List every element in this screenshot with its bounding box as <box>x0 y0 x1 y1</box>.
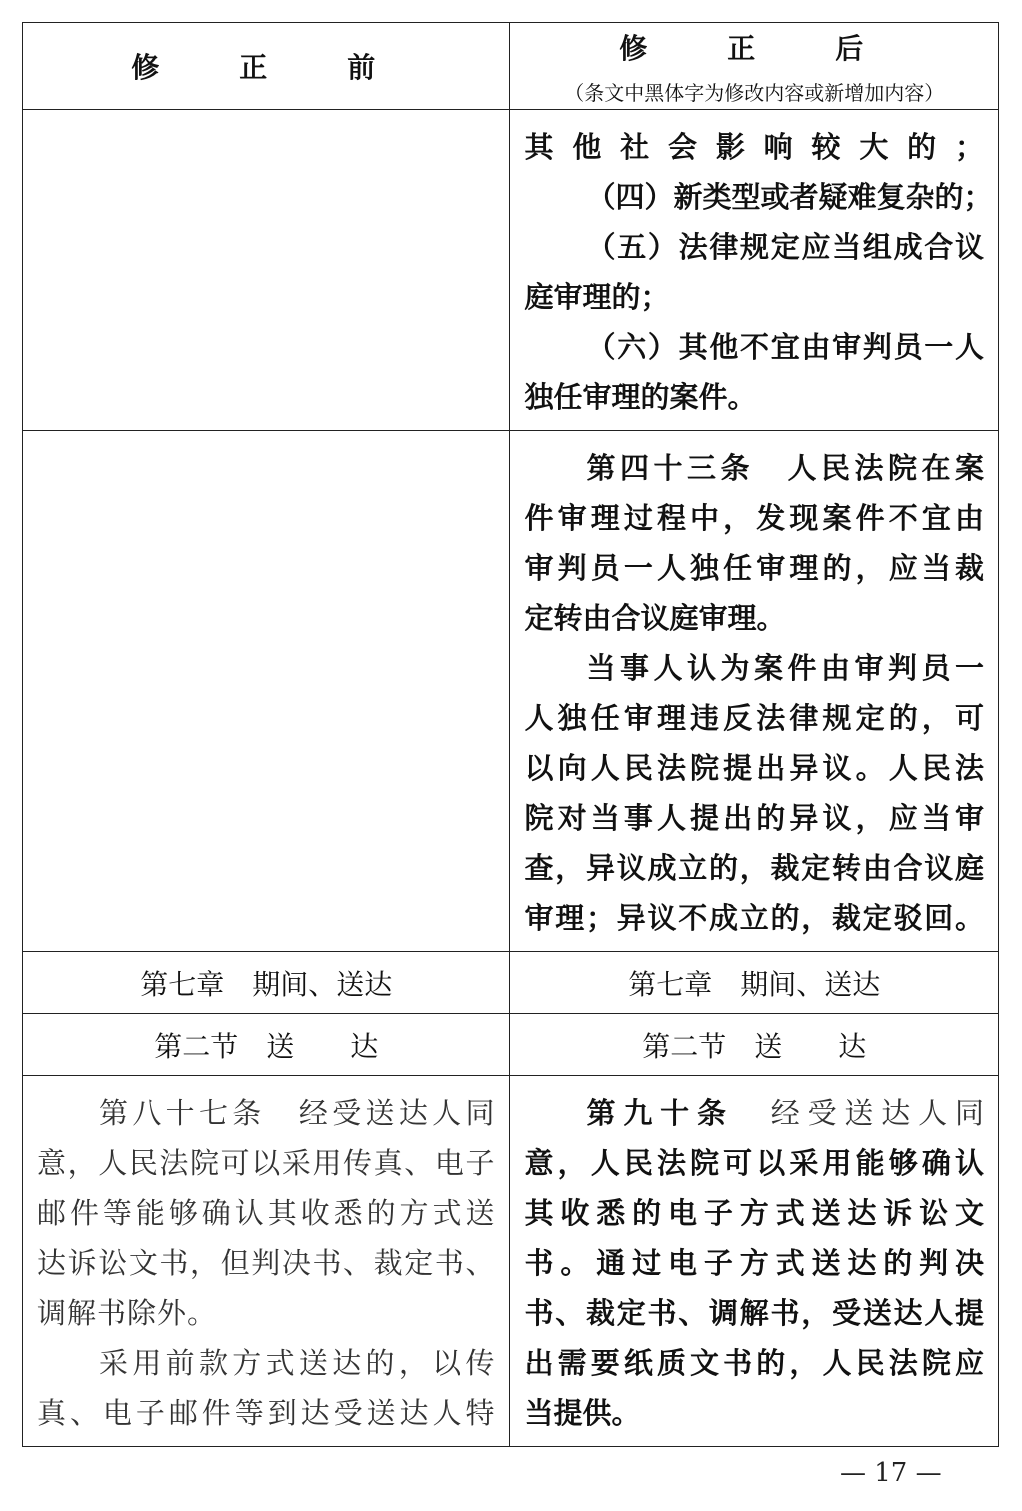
chapter-after: 第七章 期间、送达 <box>510 952 999 1014</box>
text-line: （六）其他不宜由审判员一人 <box>586 330 984 364</box>
text-line: 人独任审理违反法律规定的，可 <box>524 701 984 735</box>
text-line: 其收悉的电子方式送达诉讼文 <box>524 1196 984 1230</box>
text-line: 庭审理的； <box>524 280 670 314</box>
text-line: 院对当事人提出的异议，应当审 <box>524 801 984 835</box>
text-line: 采用前款方式送达的，以传 <box>99 1346 496 1380</box>
header-after-title: 修 正 后 <box>619 31 890 65</box>
text-line: 当事人认为案件由审判员一 <box>586 651 984 685</box>
text-line: 邮件等能够确认其收悉的方式送 <box>37 1196 496 1230</box>
table-row <box>23 1076 999 1447</box>
row2-after-cell <box>510 431 999 952</box>
text-line: 审判员一人独任审理的，应当裁 <box>524 551 984 585</box>
row2-before-cell <box>23 431 510 952</box>
section-before: 第二节 送 达 <box>23 1014 510 1076</box>
text-line: 定转由合议庭审理。 <box>524 601 786 635</box>
header-after-note: （条文中黑体字为修改内容或新增加内容） <box>564 80 945 105</box>
text-line: （四）新类型或者疑难复杂的； <box>586 180 993 214</box>
text-line: 真、电子邮件等到达受送达人特 <box>37 1396 496 1430</box>
row1-after-cell <box>510 110 999 431</box>
row3-after-cell <box>510 1076 999 1447</box>
article-text: 经受送达人同 <box>733 1096 984 1130</box>
header-before-title: 修 正 前 <box>131 51 402 84</box>
header-after-cell <box>510 23 999 110</box>
table-row <box>23 110 999 431</box>
header-before-cell <box>23 23 510 110</box>
article-number: 第九十条 <box>586 1096 734 1130</box>
text-line: 达诉讼文书，但判决书、裁定书、 <box>37 1246 496 1280</box>
text-line: 以向人民法院提出异议。人民法 <box>524 751 984 785</box>
page-number: — 17 — <box>840 1458 942 1488</box>
text-line: 意，人民法院可以采用传真、电子 <box>37 1146 496 1180</box>
row1-before-cell <box>23 110 510 431</box>
text-line: 第八十七条 经受送达人同 <box>99 1096 496 1130</box>
text-line: 调解书除外。 <box>37 1296 218 1330</box>
text-line: 查，异议成立的，裁定转由合议庭 <box>524 851 984 885</box>
section-row <box>23 1014 999 1076</box>
text-line: 当提供。 <box>524 1396 641 1430</box>
row3-before-cell <box>23 1076 510 1447</box>
text-line: 第四十三条 人民法院在案 <box>586 451 984 485</box>
chapter-before: 第七章 期间、送达 <box>23 952 510 1014</box>
text-line: 书。通过电子方式送达的判决 <box>524 1246 984 1280</box>
text-line: 独任审理的案件。 <box>524 380 757 414</box>
text-line: 审理；异议不成立的，裁定驳回。 <box>524 901 984 935</box>
section-after: 第二节 送 达 <box>510 1014 999 1076</box>
text-line: 件审理过程中，发现案件不宜由 <box>524 501 984 535</box>
text-line <box>524 1088 984 1138</box>
chapter-row <box>23 952 999 1014</box>
text-line: 书、裁定书、调解书，受送达人提 <box>524 1296 984 1330</box>
table-row <box>23 431 999 952</box>
text-line: 出需要纸质文书的，人民法院应 <box>524 1346 984 1380</box>
text-line: 其他社会影响较大的； <box>524 130 984 164</box>
comparison-table <box>22 22 999 1447</box>
table-header-row <box>23 23 999 110</box>
text-line: （五）法律规定应当组成合议 <box>586 230 984 264</box>
text-line: 意，人民法院可以采用能够确认 <box>524 1146 984 1180</box>
